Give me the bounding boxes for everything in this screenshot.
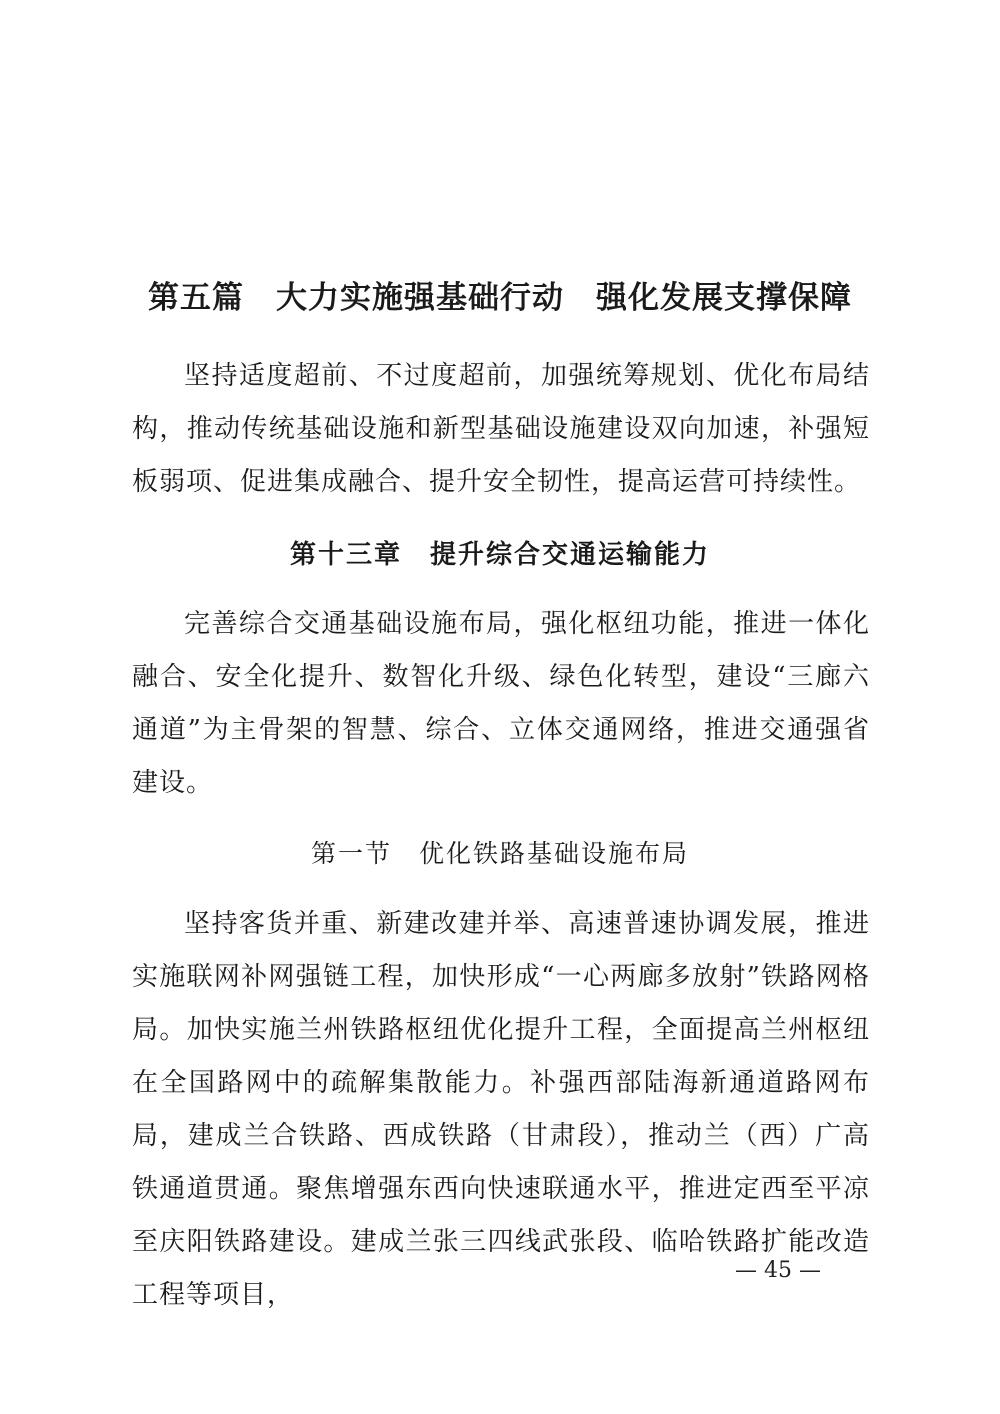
part-title: 第五篇 大力实施强基础行动 强化发展支撑保障 (148, 280, 852, 316)
page-number: — 45 — (735, 1258, 821, 1283)
part-intro-paragraph: 坚持适度超前、不过度超前，加强统筹规划、优化布局结构，推动传统基础设施和新型基础设施建设双向加速，补强短板弱项、促进集成融合、提升安全韧性，提高运营可持续性。 (132, 361, 870, 497)
chapter-intro-paragraph: 完善综合交通基础设施布局，强化枢纽功能，推进一体化融合、安全化提升、数智化升级、绿色化转型，建设“三廊六通道”为主骨架的智慧、综合、立体交通网络，推进交通强省建设。 (132, 609, 870, 798)
chapter-title: 第十三章 提升综合交通运输能力 (289, 540, 710, 570)
section-body-paragraph: 坚持客货并重、新建改建并举、高速普速协调发展，推进实施联网补网强链工程，加快形成“一心两廊多放射”铁路网格局。加快实施兰州铁路枢纽优化提升工程，全面提高兰州枢纽在全国路网中的疏解集散能力。补强西部陆海新通道路网布局，建成兰合铁路、西成铁路（甘肃段），推动兰（西）广高铁通道贯通。聚焦增强东西向快速联通水平，推进定西至平凉至庆阳铁路建设。建成兰张三四线武张段、临哈铁路扩能改造工程等项目， (132, 909, 870, 1310)
section-title: 第一节 优化铁路基础设施布局 (310, 839, 689, 868)
